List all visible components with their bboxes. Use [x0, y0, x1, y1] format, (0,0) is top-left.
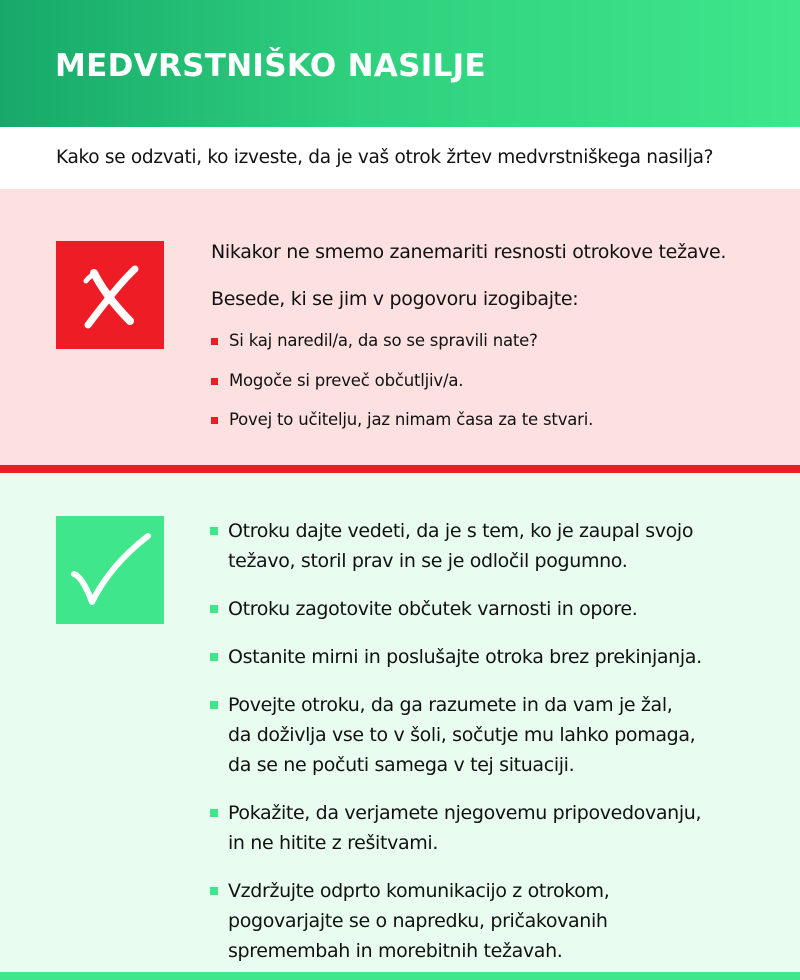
- red-bullet-icon: [211, 378, 218, 385]
- list-item: Si kaj naredil/a, da so se spravili nate?: [211, 331, 593, 371]
- red-bullet-icon: [211, 417, 218, 424]
- list-item: Vzdržujte odprto komunikacijo z otrokom, pogovarjajte se o napredku, pričakovanih spremembah in morebitnih težavah.: [210, 876, 702, 966]
- green-bullet-icon: [210, 653, 218, 661]
- cross-icon: [56, 241, 164, 349]
- checkmark-icon: [56, 516, 164, 624]
- list-item: Ostanite mirni in poslušajte otroka brez prekinjanja.: [210, 642, 702, 672]
- list-item: Otroku zagotovite občutek varnosti in opore.: [210, 594, 702, 624]
- list-item: Povejte otroku, da ga razumete in da vam je žal, da doživlja vse to v šoli, sočutje mu lahko pomaga, da se ne počuti samega v tej situaciji.: [210, 690, 702, 780]
- avoid-phrases-list: [211, 331, 593, 450]
- list-item: Povej to učitelju, jaz nimam časa za te stvari.: [211, 410, 593, 450]
- header-banner: [0, 0, 800, 127]
- recommendations-list: [210, 516, 702, 980]
- list-item: Mogoče si preveč občutljiv/a.: [211, 371, 593, 411]
- green-bullet-icon: [210, 809, 218, 817]
- avoid-phrases-heading: Besede, ki se jim v pogovoru izogibajte:: [211, 288, 579, 310]
- page-title: MEDVRSTNIŠKO NASILJE: [55, 48, 486, 84]
- subtitle-bar: [0, 127, 800, 189]
- green-bullet-icon: [210, 887, 218, 895]
- green-bullet-icon: [210, 527, 218, 535]
- list-item: Otroku dajte vedeti, da je s tem, ko je zaupal svojo težavo, storil prav in se je odločil pogumno.: [210, 516, 702, 576]
- list-item: Pokažite, da verjamete njegovemu pripovedovanju, in ne hitite z rešitvami.: [210, 798, 702, 858]
- dont-lead-text: Nikakor ne smemo zanemariti resnosti otrokove težave.: [211, 241, 727, 263]
- subtitle-question: Kako se odzvati, ko izveste, da je vaš otrok žrtev medvrstniškega nasilja?: [56, 147, 714, 168]
- green-bullet-icon: [210, 701, 218, 709]
- green-bullet-icon: [210, 605, 218, 613]
- red-divider: [0, 465, 800, 473]
- red-bullet-icon: [211, 338, 218, 345]
